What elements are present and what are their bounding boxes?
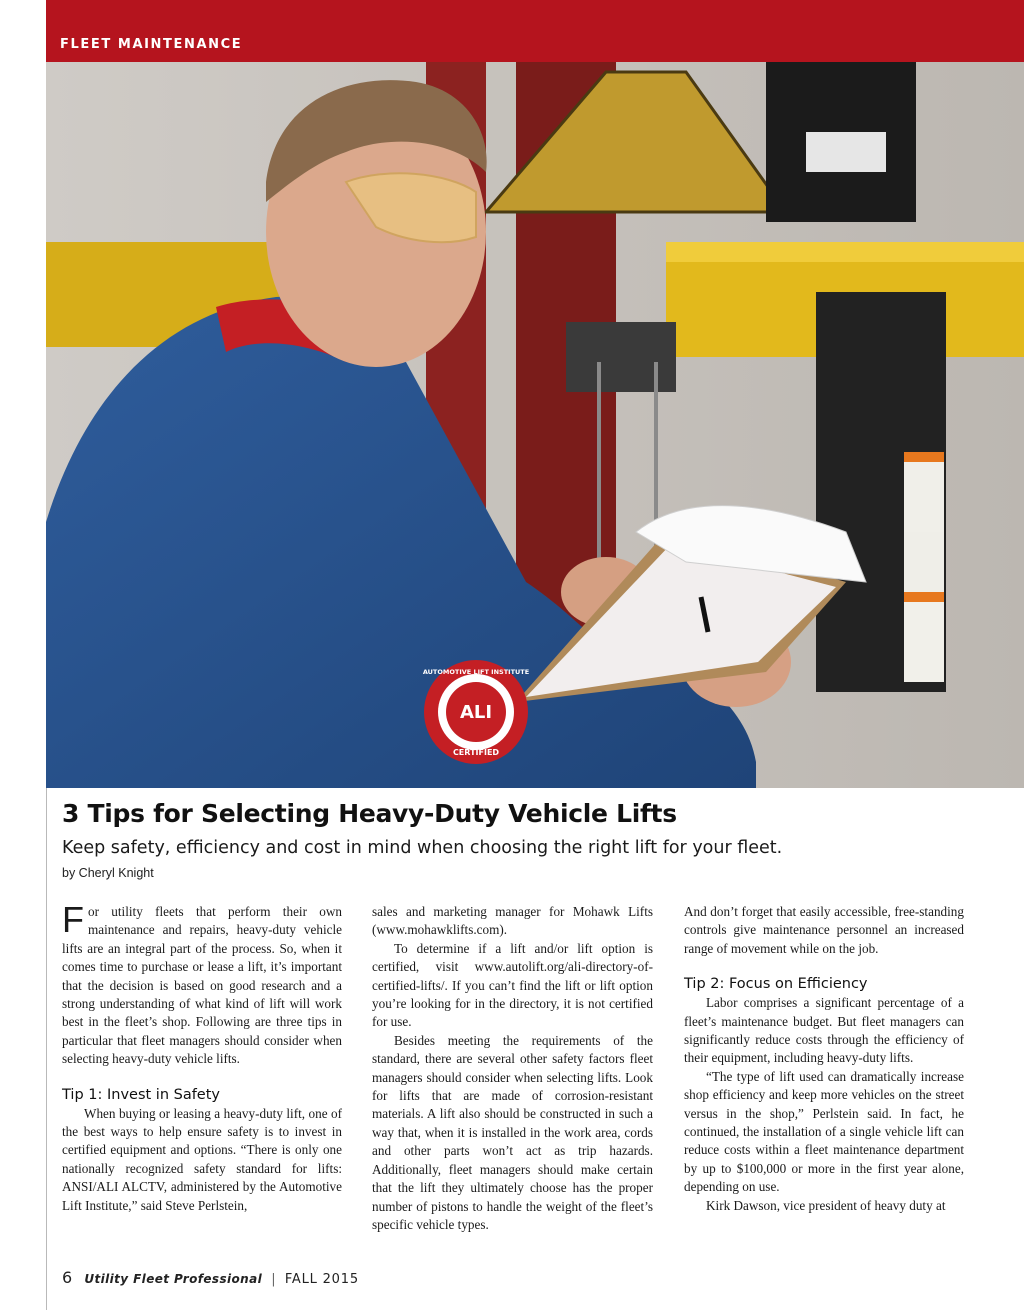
publication-name: Utility Fleet Professional — [84, 1272, 263, 1286]
article-byline: by Cheryl Knight — [62, 866, 154, 880]
page-number: 6 — [62, 1268, 73, 1287]
intro-paragraph — [62, 899, 342, 1069]
article-subtitle: Keep safety, efficiency and cost in mind when choosing the right lift for your fleet. — [62, 838, 783, 858]
issue-date: FALL 2015 — [284, 1272, 359, 1287]
hero-photo-illustration — [46, 62, 1024, 788]
tip-2-heading: Tip 2: Focus on Efficiency — [684, 976, 868, 993]
lift-carriage — [566, 322, 676, 392]
hero-photo — [46, 62, 1024, 788]
tip-2-paragraph-3: Kirk Dawson, vice president of heavy duty at — [706, 1197, 946, 1213]
column-2-paragraph-2: To determine if a lift and/or lift option is certified, visit www.autolift.org/ali-directory-of-certified-lifts/. If you can’t find the lift or lift option you’re looking for in the directory, it is not certified for use. — [372, 940, 653, 1030]
page-footer — [62, 1268, 359, 1287]
ali-badge-top-text: AUTOMOTIVE LIFT INSTITUTE — [422, 668, 530, 676]
tip-2-paragraph-1: Labor comprises a significant percentage of a fleet’s maintenance budget. But fleet managers can significantly reduce costs through the efficiency of their equipment, including heavy-duty lifts. — [684, 995, 964, 1066]
column-3-paragraph-1: And don’t forget that easily accessible, free-standing controls give maintenance personnel an increased range of movement while on the job. — [684, 904, 964, 956]
section-label: FLEET MAINTENANCE — [60, 37, 243, 52]
footer-separator: | — [271, 1272, 276, 1287]
warning-label-3 — [904, 592, 944, 682]
warning-label-1 — [904, 452, 944, 532]
tip-2-paragraph-2: “The type of lift used can dramatically increase shop efficiency and keep more vehicles on the street versus in the shop,” Perlstein said. In fact, he continued, the installation of a single vehicle lift can reduce costs within a fleet maintenance department by up to $100,000 or more in the first year alone, depending on use. — [684, 1068, 964, 1195]
column-2-paragraph-3: Besides meeting the requirements of the standard, there are several other safety factors fleet managers should consider when selecting lifts. Look for lifts that are made of corrosion-resistant materials. A lift also should be constructed in such a way that, when it is installed in the work area, cords and other parts won’t act as trip hazards. Additionally, fleet managers should make certain that the lift they ultimately choose has the proper number of pistons to handle the weight of the fleet’s specific vehicle types. — [372, 1032, 653, 1232]
column-2-paragraph-1: sales and marketing manager for Mohawk Lifts (www.mohawklifts.com). — [372, 904, 653, 938]
ali-badge-center-text: ALI — [459, 702, 493, 723]
article-column-1 — [62, 899, 342, 1215]
tip-1-heading: Tip 1: Invest in Safety — [62, 1086, 220, 1103]
drop-cap: F — [62, 899, 84, 940]
article-column-3 — [684, 903, 964, 1215]
tip-1-paragraph: When buying or leasing a heavy-duty lift, one of the best ways to help ensure safety is to invest in certified equipment and options. “There is only one nationally recognized safety standard for lifts: ANSI/ALI ALCTV, administered by the Automotive Lift Institute,” said Steve Perlstein, — [62, 1105, 342, 1213]
article-title: 3 Tips for Selecting Heavy-Duty Vehicle Lifts — [62, 799, 677, 828]
section-header-band — [46, 0, 1024, 62]
warning-label-2 — [904, 532, 944, 592]
article-column-2 — [372, 903, 653, 1234]
ali-badge-bottom-text: CERTIFIED — [452, 748, 500, 757]
intro-text: or utility fleets that perform their own maintenance and repairs, heavy-duty vehicle lifts are an integral part of the process. So, when it comes time to purchase or lease a lift, it’s important that the decision is based on good research and a strong understanding of what kind of lift will work best in the fleet’s shop. Following are three tips in particular that fleet managers should consider when selecting heavy-duty vehicle lifts. — [62, 904, 342, 1067]
